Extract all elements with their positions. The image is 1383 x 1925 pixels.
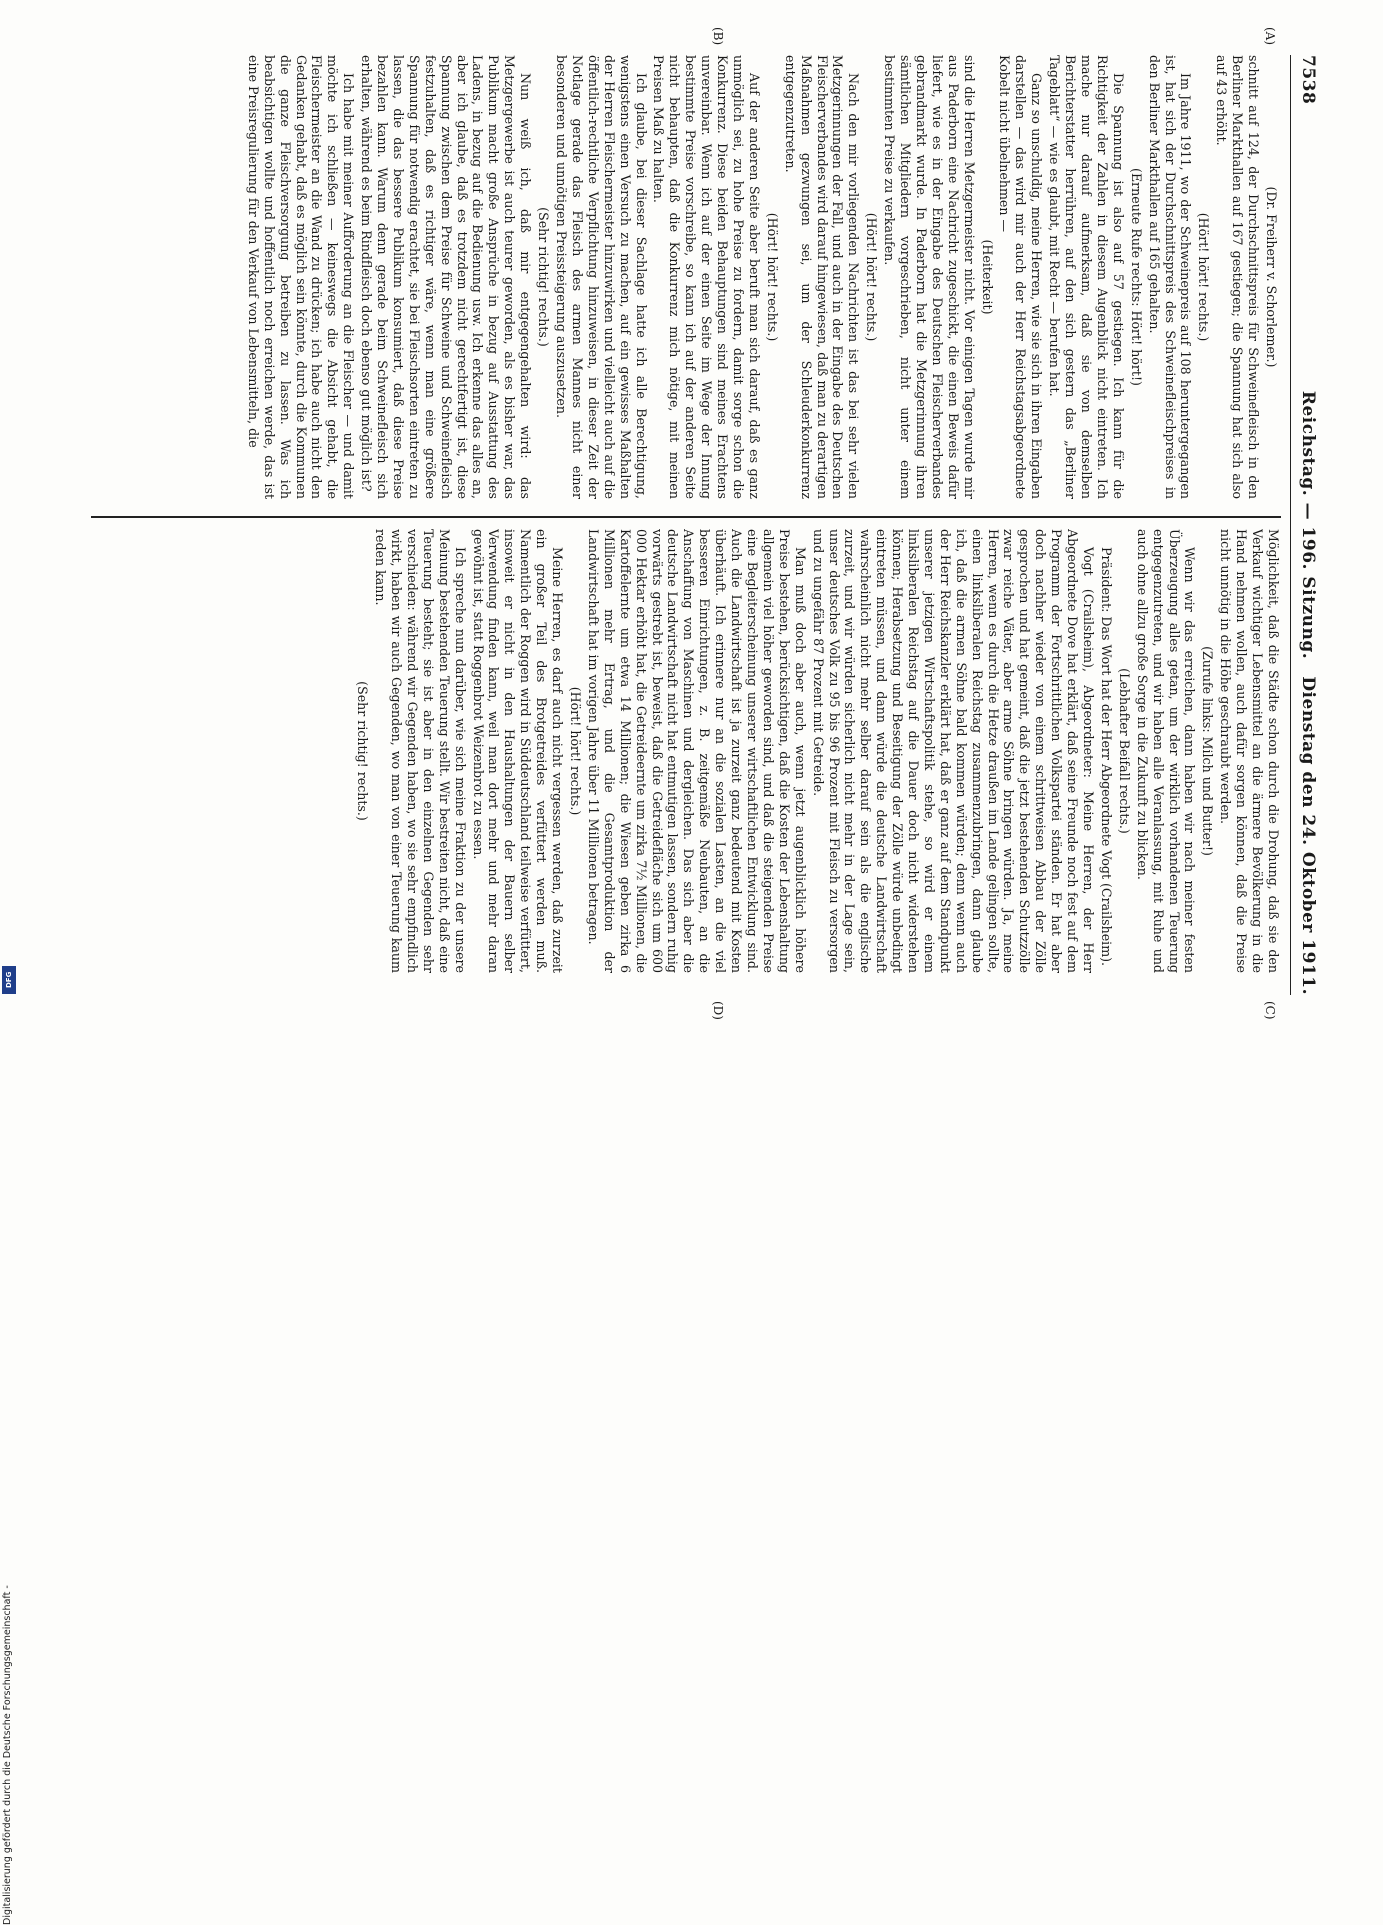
- interjection: (Heiterkeit): [979, 239, 995, 315]
- page-header: [1290, 55, 1325, 995]
- header-title: Reichstag. — 196. Sitzung.: [1298, 390, 1318, 660]
- margin-marker-a: (A): [1263, 27, 1277, 46]
- page-number: 7538: [1298, 55, 1318, 105]
- paragraph: Wenn wir das erreichen, dann haben wir nach meiner festen Überzeugung alles getan, um der wirklich vorhandenen Teuerung entgegenzutreten, und wir haben alle Veranlassung, mit Ruhe und auch ohne allzu große Sorge in die Zukunft zu blicken.: [1134, 529, 1198, 973]
- paragraph: Ich glaube, bei dieser Sachlage hatte ich alle Berechtigung, wenigstens einen Versuch zu machen, auf ein gewisses Maßhalten der Herren Fleischermeister hinzuwirken und vielleicht auch auf die öffentlich-rechtliche Verpflichtung hinzuweisen, in dieser Zeit der Notlage gerade das Fleisch des armen Mannes nicht einer besonderen und unnötigen Preissteigerung auszusetzen.: [554, 55, 649, 499]
- digitization-credit: Digitalisierung gefördert durch die Deutsche Forschungsgemeinschaft -: [2, 1585, 13, 1925]
- paragraph: Im Jahre 1911, wo der Schweinepreis auf 108 heruntergegangen ist, hat sich der Durchschnittspreis des Schweinefleischpreises in den Berliner Markthallen auf 165 gehalten.: [1146, 55, 1194, 499]
- interjection: (Hört! hört! rechts.): [864, 212, 880, 342]
- paragraph: Präsident: Das Wort hat der Herr Abgeordnete Vogt (Crailsheim).: [1098, 547, 1114, 967]
- interjection: (Sehr richtig! rechts.): [355, 681, 371, 821]
- margin-marker-c: (C): [1263, 1001, 1277, 1020]
- interjection: (Hört! hört! rechts.): [568, 686, 584, 816]
- margin-marker-b: (B): [711, 27, 725, 46]
- paragraph: Nun weiß ich, daß mir entgegengehalten wird: das Metzgergewerbe ist auch teurer geworden, als es bisher war, das Publikum macht große Ansprüche in bezug auf Ausstattung des Ladens, in bezug auf die Bedienung usw. Ich erkenne das alles an, aber ich glaube, daß es trotzdem nicht gerechtfertigt ist, diese Spannung zwischen dem Preise für Schweine und Schweinefleisch festzuhalten, daß es richtiger wäre, wenn man eine größere Spannung für notwendig erachtet, sie bei Fleischsorten eintreten zu lassen, die das bessere Publikum konsumiert, daß diese Preise bezahlen kann. Warum denn gerade beim Schweinefleisch sich erhalten, während es beim Rindfleisch doch ebenso gut möglich ist?: [359, 55, 534, 499]
- interjection: (Erneute Rufe rechts: Hört! hört!): [1128, 168, 1144, 386]
- margin-marker-d: (D): [711, 1001, 725, 1020]
- paragraph: Vogt (Crailsheim), Abgeordneter: Meine Herren, der Herr Abgeordnete Dove hat erklärt, daß seine Freunde noch fest auf dem Programm der Fortschrittlichen Volkspartei ständen. Er hat aber doch nachher wieder von einem schrittweisen Abbau der Zölle gesprochen und hat gemeint, daß die jetzt bestehenden Schutzzölle zwar reiche Väter, aber arme Söhne bringen würden. Ja, meine Herren, wenn es durch die Hetze draußen im Lande gelingen sollte, einen linksliberalen Reichstag zusammenzubringen, dann glaube ich, daß die armen Söhne bald kommen würden; denn wenn auch der Herr Reichskanzler erklärt hat, daß er ganz auf dem Standpunkt unserer jetzigen Wirtschaftspolitik stehe, so wird er einem linksliberalen Reichstag auf die Dauer doch nicht widerstehen können; Herabsetzung und Beseitigung der Zölle würde unbedingt eintreten müssen, und dann würde die deutsche Landwirtschaft wahrscheinlich nicht mehr selber darauf sein als die englische zurzeit, und wir würden sicherlich nicht mehr in der Lage sein, unser deutsches Volk zu 95 bis 96 Prozent mit Fleisch zu versorgen und zu ungefähr 87 Prozent mit Getreide.: [810, 529, 1097, 973]
- interjection: (Lebhafter Beifall rechts.): [1116, 668, 1132, 834]
- right-column: [91, 529, 1281, 973]
- interjection: (Hört! hört! rechts.): [1196, 212, 1212, 342]
- paragraph: Meine Herren, es darf auch nicht vergessen werden, daß zurzeit ein großer Teil des Brotgetreides verfüttert werden muß. Namentlich der Roggen wird in Süddeutschland teilweise verfüttert, insoweit er nicht in den Haushaltungen der Bauern selber Verwendung finden kann, weil man dort mehr und mehr daran gewöhnt ist, statt Roggenbrot Weizenbrot zu essen.: [470, 529, 566, 973]
- paragraph: Die Spannung ist also auf 57 gestiegen. Ich kann für die Richtigkeit der Zahlen in diesem Augenblick nicht eintreten. Ich mache nur darauf aufmerksam, daß sie von demselben Berichterstatter herrühren, auf den sich gestern das „Berliner Tageblatt“ — wie es glaubt, mit Recht — berufen hat.: [1047, 55, 1126, 499]
- paragraph: Auf der anderen Seite aber beruft man sich darauf, daß es ganz unmöglich sei, zu hohe Preise zu fordern, damit sorge schon die Konkurrenz. Diese beiden Behauptungen sind meines Erachtens unvereinbar. Wenn ich auf der einen Seite im Wege der Innung bestimmte Preise vorschreibe, so kann ich auf der anderen Seite nicht behaupten, daß die Konkurrenz mich nötige, mit meinen Preisen Maß zu halten.: [651, 55, 762, 499]
- rotated-page: [75, 27, 1325, 1020]
- interjection: (Zurufe links: Milch und Butter!): [1200, 646, 1216, 856]
- left-column: [91, 55, 1281, 499]
- header-date: Dienstag den 24. Oktober 1911.: [1298, 676, 1318, 995]
- paragraph: Ganz so unschuldig, meine Herren, wie sie sich in ihren Eingaben darstellen — das wird mir auch der Herr Reichstagsabgeordnete Kobelt nicht übelnehmen —: [997, 55, 1045, 499]
- paragraph: Ich spreche nun darüber, wie sich meine Fraktion zu der unsere Meinung bestehenden Teuerung stellt. Wir bestreiten nicht, daß eine Teuerung besteht; sie ist aber in den einzelnen Gegenden sehr verschieden: während wir Gegenden haben, wo sie sehr empfindlich wirkt, haben wir auch Gegenden, wo man von einer Teuerung kaum reden kann.: [373, 529, 468, 973]
- interjection: (Dr. Freiherr v. Schorlemer.): [1264, 186, 1279, 368]
- paragraph: sind die Herren Metzgermeister nicht. Vor einigen Tagen wurde mir aus Paderborn eine Nachricht zugeschickt, die einen Beweis dafür liefert, wie es in der Eingabe des Deutschen Fleischerverbandes gebrandmarkt wurde. In Paderborn hat die Metzgerinnung ihren sämtlichen Mitgliedern vorgeschrieben, nicht unter einem bestimmten Preise zu verkaufen.: [882, 55, 977, 499]
- interjection: (Sehr richtig! rechts.): [536, 207, 552, 347]
- paragraph: schnitt auf 124, der Durchschnittspreis für Schweinefleisch in den Berliner Markthallen auf 167 gestiegen; die Spannung hat sich also auf 43 erhöht.: [1214, 55, 1262, 499]
- interjection: (Hört! hört! rechts.): [764, 212, 780, 342]
- paragraph: Möglichkeit, daß die Städte schon durch die Drohung, daß sie den Verkauf wichtiger Lebensmittel an die ärmere Bevölkerung in die Hand nehmen wollen, auch dafür sorgen können, daß die Preise nicht unnötig in die Höhe geschraubt werden.: [1218, 529, 1281, 973]
- paragraph: Man muß doch aber auch, wenn jetzt augenblicklich höhere Preise bestehen, berücksichtigen, daß die Kosten der Lebenshaltung allgemein viel höher geworden sind, und daß die steigenden Preise eine Begleiterscheinung unserer wirtschaftlichen Entwicklung sind. Auch die Landwirtschaft ist ja zurzeit ganz bedeutend mit Kosten überhäuft. Ich erinnere nur an die sozialen Lasten, an die viel besseren Einrichtungen, z. B. zeitgemäße Neubauten, an die Anschaffung von Maschinen und dergleichen. Das sich aber die deutsche Landwirtschaft nicht hat entmutigen lassen, sondern ruhig vorwärts gestrebt ist, beweist, daß die Getreidefläche sich um 600 000 Hektar erhöht hat, die Getreideernte um zirka 7½ Millionen, die Kartoffelernte um etwa 14 Millionen; die Wiesen geben zirka 6 Millionen mehr Ertrag, und die Gesamtproduktion der Landwirtschaft hat im vorigen Jahre über 11 Millionen betragen.: [585, 529, 808, 973]
- paragraph: Nach den mir vorliegenden Nachrichten ist das bei sehr vielen Metzgerinnungen der Fall, und auch in der Eingabe des Deutschen Fleischerverbandes wird darauf hingewiesen, daß man zu derartigen Maßnahmen gezwungen sei, um der Schleuderkonkurrenz entgegenzutreten.: [782, 55, 862, 499]
- paragraph: Ich habe mit meiner Aufforderung an die Fleischer — und damit möchte ich schließen — keineswegs die Absicht gehabt, die Fleischermeister an die Wand zu drücken; ich habe auch nicht den Gedanken gehabt, daß es möglich sein könnte, durch die Kommunen die ganze Fleischversorgung betreiben zu lassen. Was ich beabsichtigen wollte und hoffentlich noch erreichen werde, das ist eine Preisregulierung für den Verkauf von Lebensmitteln, die: [245, 55, 357, 499]
- dfg-logo: DFG: [2, 966, 16, 994]
- column-divider: [91, 516, 1281, 518]
